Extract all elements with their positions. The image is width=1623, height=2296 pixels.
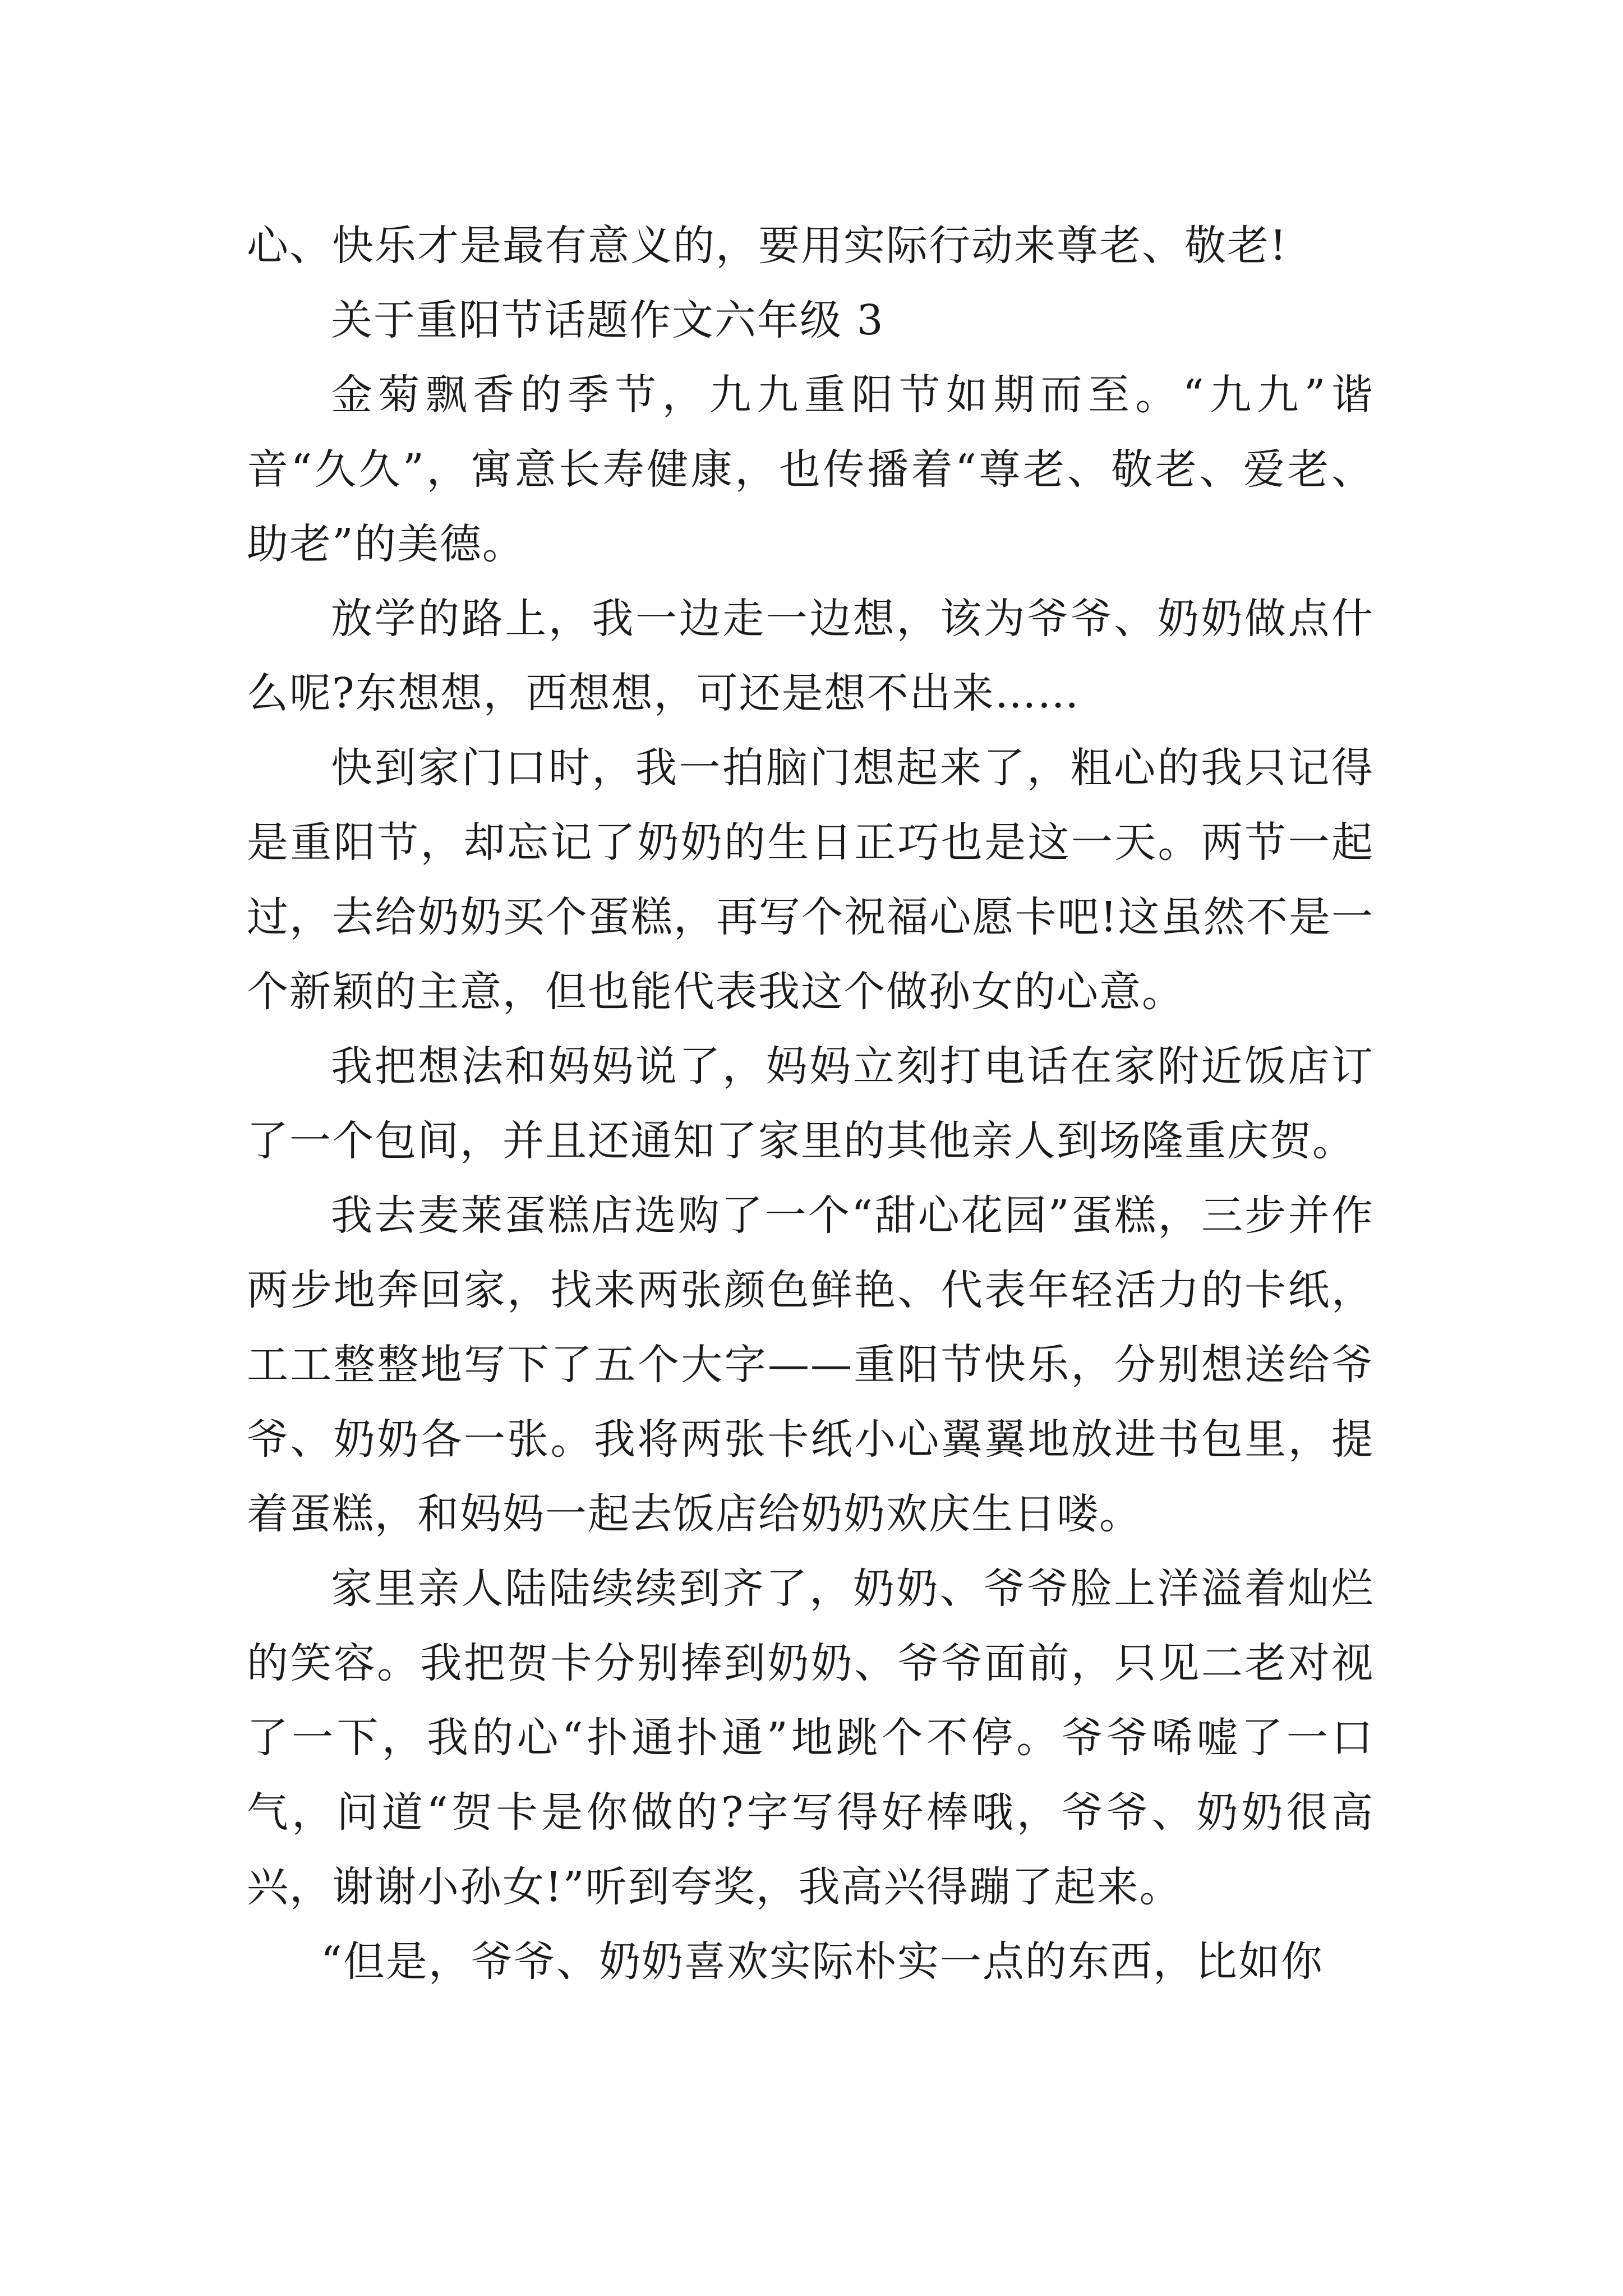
section-heading: 关于重阳节话题作文六年级 3 — [331, 296, 884, 344]
document-body — [247, 209, 1374, 1999]
body-paragraph: “但是，爷爷、奶奶喜欢实际朴实一点的东西，比如你 — [321, 1938, 1324, 1986]
body-paragraph: 快到家门口时，我一拍脑门想起来了，粗心的我只记得是重阳节，却忘记了奶奶的生日正巧也是这一天。两节一起过，去给奶奶买个蛋糕，再写个祝福心愿卡吧!这虽然不是一个新颖的主意，但也能代表我这个做孙女的心意。 — [247, 744, 1374, 1016]
body-paragraph: 金菊飘香的季节，九九重阳节如期而至。“九九”谐音“久久”，寓意长寿健康，也传播着“尊老、敬老、爱老、助老”的美德。 — [247, 371, 1374, 568]
continuation-paragraph: 心、快乐才是最有意义的，要用实际行动来尊老、敬老! — [247, 222, 1288, 270]
body-paragraph: 家里亲人陆陆续续到齐了，奶奶、爷爷脸上洋溢着灿烂的笑容。我把贺卡分别捧到奶奶、爷爷面前，只见二老对视了一下，我的心“扑通扑通”地跳个不停。爷爷唏嘘了一口气，问道“贺卡是你做的?字写得好棒哦，爷爷、奶奶很高兴，谢谢小孙女!”听到夸奖，我高兴得蹦了起来。 — [247, 1565, 1374, 1911]
body-paragraph: 放学的路上，我一边走一边想，该为爷爷、奶奶做点什么呢?东想想，西想想，可还是想不出来…… — [247, 595, 1374, 717]
body-paragraph: 我去麦莱蛋糕店选购了一个“甜心花园”蛋糕，三步并作两步地奔回家，找来两张颜色鲜艳、代表年轻活力的卡纸，工工整整地写下了五个大字——重阳节快乐，分别想送给爷爷、奶奶各一张。我将两张卡纸小心翼翼地放进书包里，提着蛋糕，和妈妈一起去饭店给奶奶欢庆生日喽。 — [247, 1191, 1374, 1538]
body-paragraph: 我把想法和妈妈说了，妈妈立刻打电话在家附近饭店订了一个包间，并且还通知了家里的其他亲人到场隆重庆贺。 — [247, 1042, 1374, 1165]
